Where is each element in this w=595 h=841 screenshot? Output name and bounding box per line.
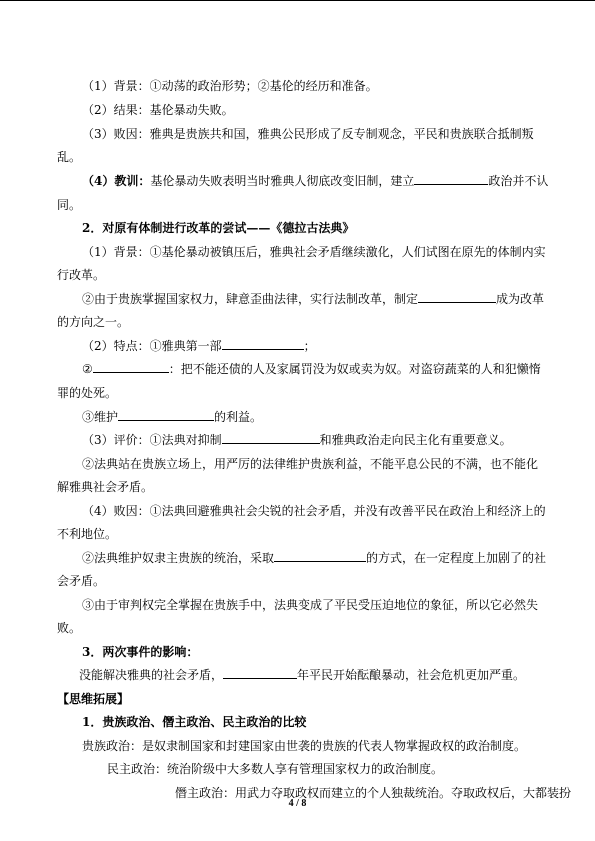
s2-eval-line: （3）评价：①法典对抑制 和雅典政治走向民主化有重要意义。 [82,433,512,447]
s2-feature-line2-cont: 罪的处死。 [57,386,118,400]
s2-bg-line-cont: 行改革。 [57,268,106,282]
section2-heading: 2．对原有体制进行改革的尝试——《德拉古法典》 [82,221,355,235]
page-number: 4 / 8 [288,798,307,809]
blank-4[interactable] [93,360,169,373]
s2-eval-line2-cont: 解雅典社会矛盾。 [57,480,154,494]
s2-feature-line3: ③维护 的利益。 [82,410,263,424]
tyranny-line: 僭主政治：用武力夺取政权而建立的个人独裁统治。夺取政权后，大都装扮 [175,786,572,800]
section3-heading: 3．两次事件的影响： [82,645,199,659]
s3-line: 没能解决雅典的社会矛盾， 年平民开始酝酿暴动，社会危机更加严重。 [79,668,526,682]
democracy-line: 民主政治：统治阶级中大多数人享有管理国家权力的政治制度。 [107,762,444,776]
s2-bg-line: （1）背景：①基伦暴动被镇压后，雅典社会矛盾继续激化，人们试图在原先的体制内实 [82,245,546,259]
result-line: （2）结果：基伦暴动失败。 [82,103,234,117]
s2-cause-line: （4）败因：①法典回避雅典社会尖锐的社会矛盾，并没有改善平民在政治上和经济上的 [82,504,546,518]
blank-5[interactable] [118,408,214,421]
lesson-label: （4）教训： [82,174,151,188]
blank-8[interactable] [223,666,297,679]
cause-line: （3）败因：雅典是贵族共和国，雅典公民形成了反专制观念，平民和贵族联合抵制叛 [82,127,534,141]
blank-3[interactable] [222,337,304,350]
lesson-line: （4）教训：基伦暴动失败表明当时雅典人彻底改变旧制，建立 政治并不认 [82,174,549,188]
cause-line-cont: 乱。 [57,150,82,164]
blank-2[interactable] [418,290,496,303]
s2-cause-line3-cont: 败。 [57,621,82,635]
s2-cause-line2-cont: 会矛盾。 [57,574,106,588]
s2-cause-line3: ③由于审判权完全掌握在贵族手中，法典变成了平民受压迫地位的象征，所以它必然失 [82,598,539,612]
s2-bg-line2-cont: 的方向之一。 [57,315,130,329]
blank-6[interactable] [222,431,320,444]
s2-bg-line2: ②由于贵族掌握国家权力，肆意歪曲法律，实行法制改革，制定 成为改革 [82,292,545,306]
s2-feature-line: （2）特点：①雅典第一部 ； [82,339,316,353]
blank-1[interactable] [414,172,488,185]
lesson-line-cont: 同。 [57,198,82,212]
blank-7[interactable] [274,549,366,562]
bg-line: （1）背景：①动荡的政治形势；②基伦的经历和准备。 [82,79,378,93]
s2-feature-line2: ② ：把不能还债的人及家属罚没为奴或卖为奴。对盗窃蔬菜的人和犯懒惰 [82,362,541,376]
s2-cause-line2: ②法典维护奴隶主贵族的统治，采取 的方式，在一定程度上加剧了的社 [82,551,547,565]
s2-eval-line2: ②法典站在贵族立场上，用严厉的法律维护贵族利益，不能平息公民的不满，也不能化 [82,457,539,471]
s2-cause-line-cont: 不利地位。 [57,527,118,541]
expand-heading: 【思维拓展】 [57,692,130,706]
aristocracy-line: 贵族政治：是奴隶制国家和封建国家由世袭的贵族的代表人物掌握政权的政治制度。 [82,739,527,753]
expand-subheading: 1．贵族政治、僭主政治、民主政治的比较 [82,715,307,729]
